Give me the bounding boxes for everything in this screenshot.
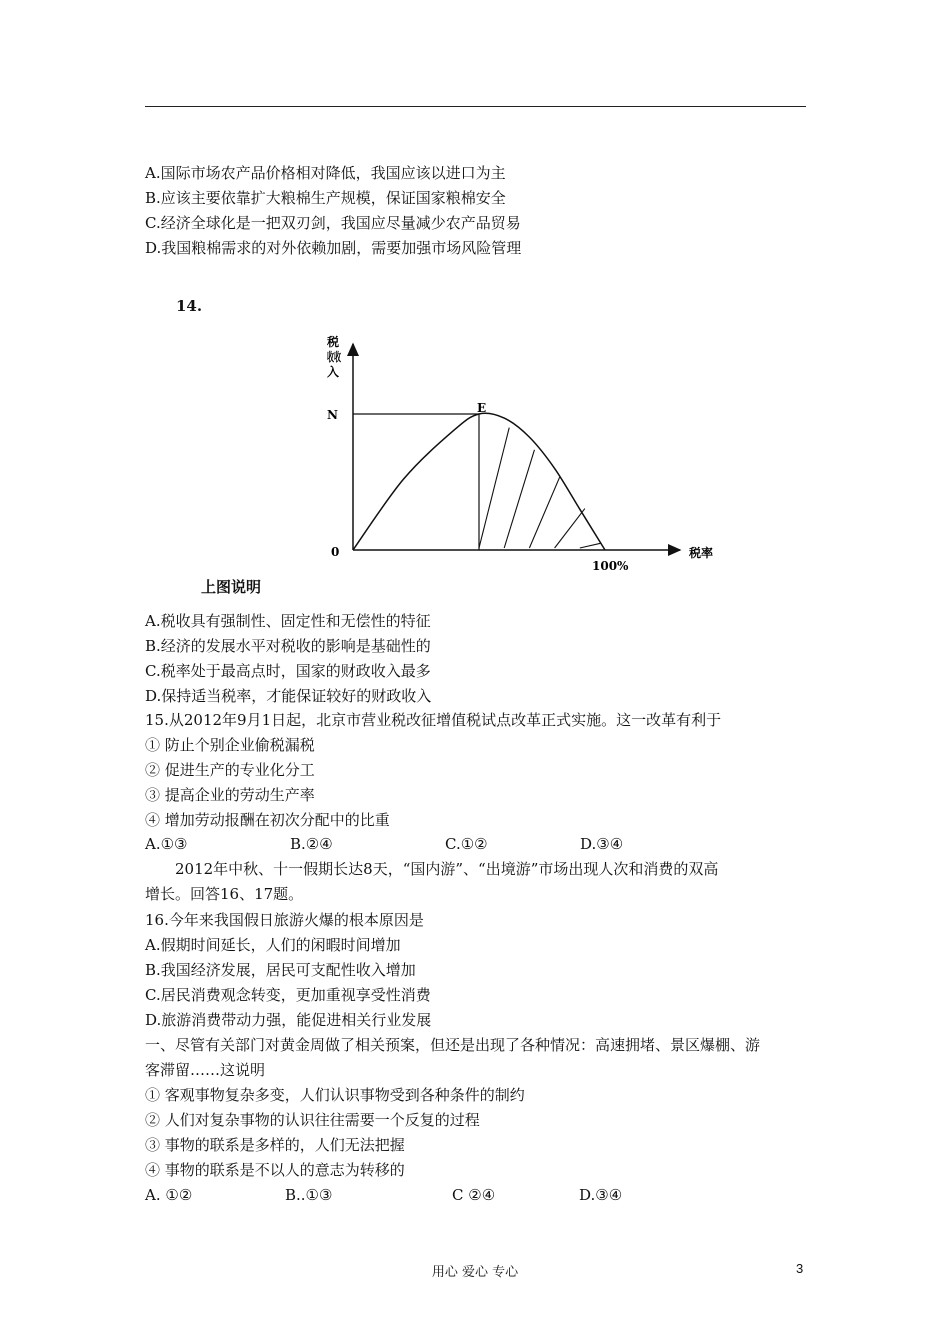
q15-choice-d: D.③④: [580, 835, 624, 853]
q17-choice-d: D.③④: [579, 1186, 623, 1204]
q15-item-1: ① 防止个别企业偷税漏税: [145, 736, 315, 754]
q14-option-b: B.经济的发展水平对税收的影响是基础性的: [145, 637, 431, 655]
q16-option-b: B.我国经济发展，居民可支配性收入增加: [145, 961, 416, 979]
q15-item-2: ② 促进生产的专业化分工: [145, 761, 315, 779]
q15-choice-b: B.②④: [290, 835, 333, 853]
q17-stem-2: 客滞留……这说明: [145, 1061, 266, 1079]
x-axis-label: 税率: [689, 546, 714, 560]
q14-number: 14.: [176, 297, 203, 315]
q17-choices: [145, 1185, 806, 1205]
q16-option-a: A.假期时间延长，人们的闲暇时间增加: [145, 936, 401, 954]
page-number: 3: [796, 1261, 804, 1276]
q15-item-4: ④ 增加劳动报酬在初次分配中的比重: [145, 811, 390, 829]
x-tick-100: 100%: [592, 559, 629, 573]
q15-choice-a: A.①③: [145, 835, 188, 853]
q13-option-d: D.我国粮棉需求的对外依赖加剧，需要加强市场风险管理: [145, 239, 522, 257]
q17-choice-b: B..①③: [285, 1186, 333, 1204]
peak-label-e: E: [477, 401, 487, 415]
q13-option-a: A.国际市场农产品价格相对降低，我国应该以进口为主: [145, 164, 506, 182]
q13-option-c: C.经济全球化是一把双刃剑，我国应尽量减少农产品贸易: [145, 214, 521, 232]
laffer-chart: [315, 330, 735, 575]
q14-option-c: C.税率处于最高点时，国家的财政收入最多: [145, 662, 431, 680]
hatch-line: [555, 509, 585, 548]
q16-option-c: C.居民消费观念转变，更加重视享受性消费: [145, 986, 431, 1004]
q17-item-4: ④ 事物的联系是不以人的意志为转移的: [145, 1161, 405, 1179]
q17-stem-1: 一、尽管有关部门对黄金周做了相关预案，但还是出现了各种情况：高速拥堵、景区爆棚、游: [145, 1036, 761, 1054]
y-tick-zero: 0: [331, 545, 340, 559]
y-axis-label-2: 收收: [327, 350, 352, 364]
q16-stem: 16.今年来我国假日旅游火爆的根本原因是: [145, 911, 424, 929]
q17-choice-c: C ②④: [452, 1186, 496, 1204]
hatch-line: [529, 477, 559, 548]
q17-item-3: ③ 事物的联系是多样的，人们无法把握: [145, 1136, 405, 1154]
q14-option-d: D.保持适当税率，才能保证较好的财政收入: [145, 687, 432, 705]
y-axis-label-1: 税: [327, 335, 340, 349]
q17-item-2: ② 人们对复杂事物的认识往往需要一个反复的过程: [145, 1111, 480, 1129]
hatch-line: [504, 450, 534, 548]
q13-option-b: B.应该主要依靠扩大粮棉生产规模，保证国家粮棉安全: [145, 189, 506, 207]
q16-option-d: D.旅游消费带动力强，能促进相关行业发展: [145, 1011, 432, 1029]
footer-slogan: 用心 爱心 专心: [431, 1265, 519, 1280]
q17-choice-a: A. ①②: [145, 1186, 193, 1204]
q14-option-a: A.税收具有强制性、固定性和无偿性的特征: [145, 612, 431, 630]
hatch-line: [580, 543, 601, 548]
q15-choice-c: C.①②: [445, 835, 488, 853]
intro-line-1: 2012年中秋、十一假期长达8天，“国内游”、“出境游”市场出现人次和消费的双高: [175, 860, 719, 878]
q15-item-3: ③ 提高企业的劳动生产率: [145, 786, 315, 804]
y-axis-label-3: 入: [327, 365, 340, 379]
y-tick-n: N: [327, 408, 338, 422]
header-rule: [145, 106, 806, 107]
hatch-line: [479, 428, 509, 548]
intro-line-2: 增长。回答16、17题。: [145, 885, 304, 903]
q15-stem: 15.从2012年9月1日起，北京市营业税改征增值税试点改革正式实施。这一改革有利于: [145, 711, 722, 729]
q14-caption: 上图说明: [201, 578, 262, 596]
q15-choices: [145, 834, 806, 854]
q17-item-1: ① 客观事物复杂多变，人们认识事物受到各种条件的制约: [145, 1086, 525, 1104]
